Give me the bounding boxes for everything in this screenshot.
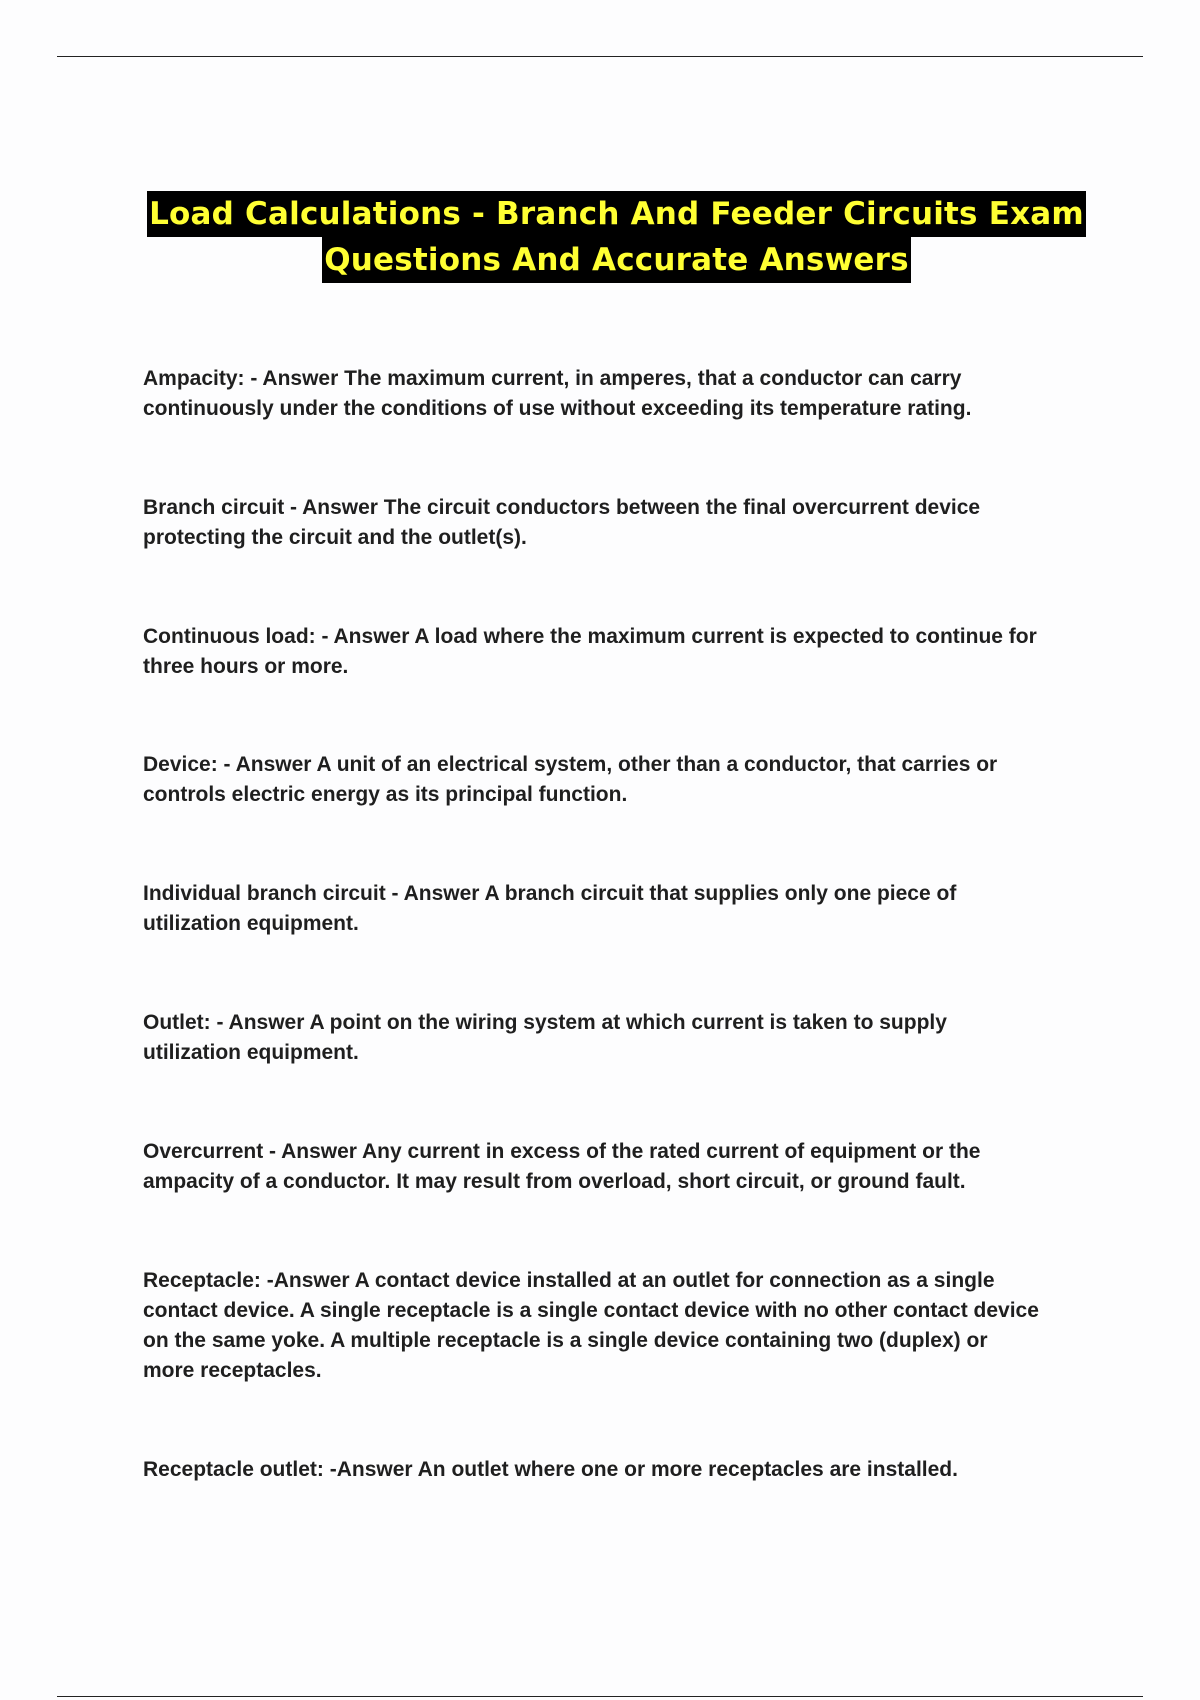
qa-entry-receptacle-outlet: Receptacle outlet: -Answer An outlet where one or more receptacles are installed.	[143, 1458, 958, 1481]
top-rule	[57, 56, 1143, 57]
qa-entry-branch-circuit: Branch circuit - Answer The circuit conductors between the final overcurrent device protecting the circuit and the outlet(s).	[143, 496, 981, 549]
title-line-2: Questions And Accurate Answers	[322, 237, 911, 283]
qa-entry-individual-branch-circuit: Individual branch circuit - Answer A branch circuit that supplies only one piece of utilization equipment.	[143, 882, 957, 935]
qa-entry-overcurrent: Overcurrent - Answer Any current in excess of the rated current of equipment or the ampacity of a conductor. It may result from overload, short circuit, or ground fault.	[143, 1140, 981, 1193]
bottom-rule	[57, 1696, 1143, 1697]
qa-entry-device: Device: - Answer A unit of an electrical system, other than a conductor, that carries or controls electric energy as its principal function.	[143, 753, 998, 806]
title-line-1: Load Calculations - Branch And Feeder Circuits Exam	[147, 191, 1086, 237]
qa-entry-continuous-load: Continuous load: - Answer A load where the maximum current is expected to continue for three hours or more.	[143, 625, 1037, 678]
document-title	[100, 191, 1133, 283]
qa-entry-receptacle: Receptacle: -Answer A contact device installed at an outlet for connection as a single contact device. A single receptacle is a single contact device with no other contact device on the same yoke. A multiple receptacle is a single device containing two (duplex) or more receptacles.	[143, 1269, 1039, 1382]
qa-entry-outlet: Outlet: - Answer A point on the wiring system at which current is taken to supply utilization equipment.	[143, 1011, 947, 1064]
qa-list	[143, 364, 1093, 1485]
qa-entry-ampacity: Ampacity: - Answer The maximum current, in amperes, that a conductor can carry continuously under the conditions of use without exceeding its temperature rating.	[143, 367, 972, 420]
